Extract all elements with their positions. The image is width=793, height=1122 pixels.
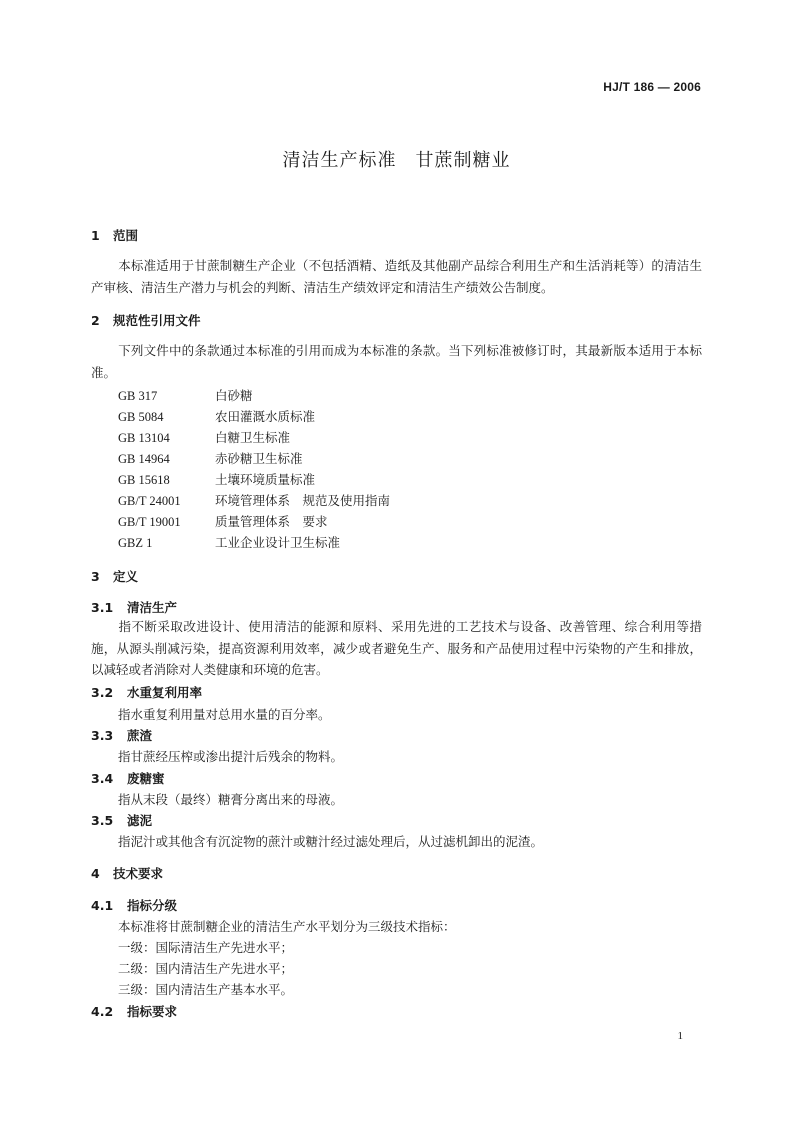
subsection-heading [91, 769, 165, 787]
reference-name: 赤砂糖卫生标准 [215, 451, 303, 466]
reference-row [118, 533, 340, 551]
paragraph-text: 本标准适用于甘蔗制糖生产企业（不包括酒精、造纸及其他副产品综合利用生产和生活消耗等）的清洁生产审核、清洁生产潜力与机会的判断、清洁生产绩效评定和清洁生产绩效公告制度。 [91, 258, 702, 295]
subsection-heading [91, 896, 177, 914]
definition-text: 指不断采取改进设计、使用清洁的能源和原料、采用先进的工艺技术与设备、改善管理、综合利用等措施，从源头削减污染，提高资源利用效率，减少或者避免生产、服务和产品使用过程中污染物的产生和排放，以减轻或者消除对人类健康和环境的危害。 [91, 619, 702, 677]
section-number: 3 [91, 569, 100, 584]
term: 蔗渣 [127, 728, 153, 743]
section-title: 技术要求 [113, 866, 164, 881]
reference-name: 工业企业设计卫生标准 [215, 535, 341, 550]
definition-paragraph [91, 616, 702, 681]
body-line: 一级：国际清洁生产先进水平； [118, 940, 294, 955]
reference-name: 白砂糖 [215, 388, 253, 403]
reference-code: GB 5084 [118, 410, 164, 424]
subsection-heading [91, 598, 177, 616]
reference-code: GB/T 19001 [118, 515, 181, 529]
term: 废糖蜜 [127, 771, 165, 786]
reference-code: GB 317 [118, 389, 158, 403]
subsection-number: 3.5 [91, 813, 114, 828]
document-title: 清洁生产标准 甘蔗制糖业 [282, 150, 511, 171]
section-number: 1 [91, 228, 100, 243]
reference-row [118, 512, 328, 530]
body-line: 三级：国内清洁生产基本水平。 [118, 982, 294, 997]
section-3-heading [91, 567, 138, 585]
subsection-heading [91, 726, 152, 744]
reference-row [118, 491, 390, 509]
section-2-heading [91, 311, 201, 329]
section-number: 2 [91, 313, 100, 328]
section-1-heading [91, 226, 138, 244]
reference-code: GB 15618 [118, 473, 170, 487]
term: 滤泥 [127, 813, 153, 828]
subsection-number: 3.3 [91, 728, 114, 743]
subsection-number: 4.2 [91, 1004, 114, 1019]
reference-row [118, 449, 303, 467]
section-2-paragraph [91, 340, 702, 383]
section-4-heading [91, 864, 163, 882]
reference-name: 质量管理体系 要求 [215, 514, 328, 529]
section-title: 范围 [113, 228, 139, 243]
definition-text: 指泥汁或其他含有沉淀物的蔗汁或糖汁经过滤处理后，从过滤机卸出的泥渣。 [118, 834, 544, 849]
subsection-number: 3.4 [91, 771, 114, 786]
definition-text: 指水重复利用量对总用水量的百分率。 [118, 707, 331, 722]
reference-row [118, 428, 290, 446]
paragraph-text: 下列文件中的条款通过本标准的引用而成为本标准的条款。当下列标准被修订时，其最新版本适用于本标准。 [91, 343, 702, 380]
subsection-number: 4.1 [91, 898, 114, 913]
reference-name: 白糖卫生标准 [215, 430, 291, 445]
reference-code: GB 13104 [118, 431, 170, 445]
term: 水重复利用率 [127, 685, 203, 700]
definition-text: 指从末段（最终）糖膏分离出来的母液。 [118, 792, 344, 807]
body-line: 二级：国内清洁生产先进水平； [118, 961, 294, 976]
reference-code: GB 14964 [118, 452, 170, 466]
body-line: 本标准将甘蔗制糖企业的清洁生产水平划分为三级技术指标： [118, 919, 456, 934]
subsection-title: 指标分级 [127, 898, 178, 913]
section-number: 4 [91, 866, 100, 881]
reference-row [118, 386, 253, 404]
subsection-heading [91, 811, 152, 829]
reference-code: GB/T 24001 [118, 494, 181, 508]
reference-name: 农田灌溉水质标准 [215, 409, 316, 424]
reference-code: GBZ 1 [118, 536, 153, 550]
section-title: 定义 [113, 569, 139, 584]
subsection-heading [91, 683, 202, 701]
subsection-heading [91, 1002, 177, 1020]
definition-text: 指甘蔗经压榨或渗出提汁后残余的物料。 [118, 749, 344, 764]
standard-code: HJ/T 186 — 2006 [603, 80, 701, 94]
subsection-number: 3.1 [91, 600, 114, 615]
reference-row [118, 407, 315, 425]
term: 清洁生产 [127, 600, 178, 615]
subsection-number: 3.2 [91, 685, 114, 700]
page-number: 1 [677, 1030, 683, 1042]
subsection-title: 指标要求 [127, 1004, 178, 1019]
reference-name: 环境管理体系 规范及使用指南 [215, 493, 391, 508]
reference-row [118, 470, 315, 488]
section-title: 规范性引用文件 [113, 313, 201, 328]
reference-name: 土壤环境质量标准 [215, 472, 316, 487]
section-1-paragraph [91, 255, 702, 298]
